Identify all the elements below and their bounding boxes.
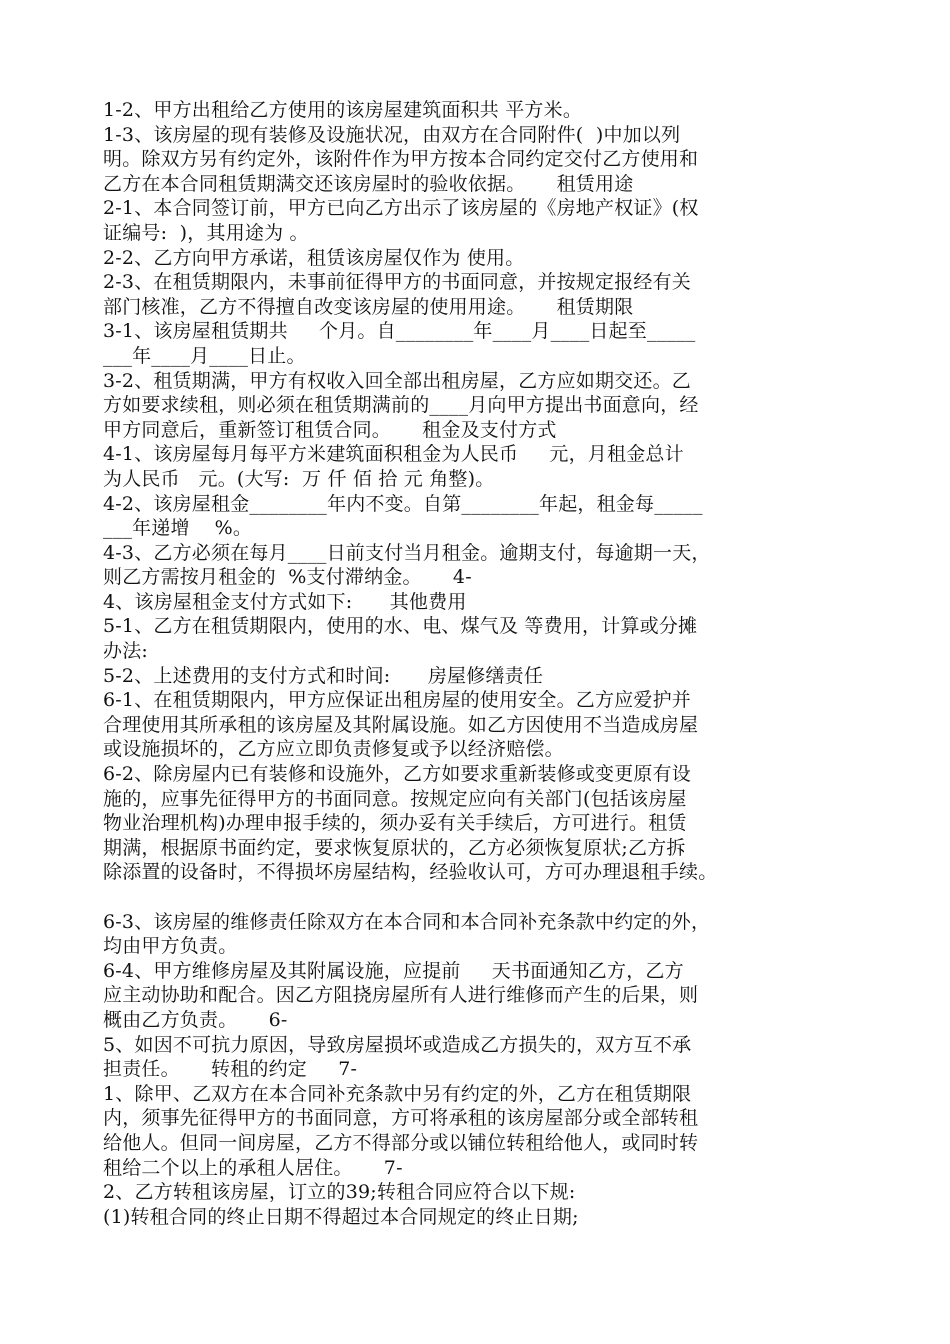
text-line: 5-2、上述费用的支付方式和时间: 房屋修缮责任 [103, 664, 544, 687]
text-line: 5-1、乙方在租赁期限内，使用的水、电、煤气及 等费用，计算或分摊 [103, 615, 698, 638]
text-line: 租给二个以上的承租人居住。 7- [103, 1156, 403, 1179]
text-line: 6-1、在租赁期限内，甲方应保证出租房屋的使用安全。乙方应爱护并 [103, 689, 691, 712]
text-line: 甲方同意后，重新签订租赁合同。 租金及支付方式 [103, 418, 557, 441]
text-line: 应主动协助和配合。因乙方阻挠房屋所有人进行维修而产生的后果，则 [103, 984, 699, 1007]
text-line: 6-3、该房屋的维修责任除双方在本合同和本合同补充条款中约定的外， [103, 910, 711, 933]
text-line: 1-2、甲方出租给乙方使用的该房屋建筑面积共 平方米。 [103, 99, 583, 121]
text-line: (1)转租合同的终止日期不得超过本合同规定的终止日期; [103, 1205, 579, 1228]
text-line: 则乙方需按月租金的 %支付滞纳金。 4- [103, 566, 472, 589]
text-line: 4、该房屋租金支付方式如下: 其他费用 [103, 590, 467, 613]
text-line: 2、乙方转租该房屋，订立的39;转租合同应符合以下规: [103, 1181, 576, 1204]
text-line: 1-3、该房屋的现有装修及设施状况，由双方在合同附件( )中加以列 [103, 123, 681, 146]
text-line: 6-4、甲方维修房屋及其附属设施，应提前 天书面通知乙方，乙方 [103, 959, 684, 982]
text-line: 2-1、本合同签订前，甲方已向乙方出示了该房屋的《房地产权证》(权 [103, 197, 699, 220]
text-line: 施的，应事先征得甲方的书面同意。按规定应向有关部门(包括该房屋 [103, 787, 687, 810]
text-line: 内，须事先征得甲方的书面同意，方可将承租的该房屋部分或全部转租 [103, 1107, 699, 1130]
contract-page [103, 98, 851, 1229]
text-line: 4-2、该房屋租金________年内不变。自第________年起，租金每_____ [103, 492, 703, 515]
text-line: 证编号: )，其用途为 。 [103, 221, 309, 244]
text-line: 给他人。但同一间房屋，乙方不得部分或以铺位转租给他人，或同时转 [103, 1131, 699, 1154]
text-line: 办法: [103, 640, 149, 663]
text-line: 乙方在本合同租赁期满交还该房屋时的验收依据。 租赁用途 [103, 172, 634, 195]
text-line: 5、如因不可抗力原因，导致房屋损坏或造成乙方损失的，双方互不承 [103, 1033, 692, 1056]
text-line: 或设施损坏的，乙方应立即负责修复或予以经济赔偿。 [103, 738, 564, 761]
text-line: 2-3、在租赁期限内，未事前征得甲方的书面同意，并按规定报经有关 [103, 271, 691, 294]
text-line: 4-1、该房屋每月每平方米建筑面积租金为人民币 元，月租金总计 [103, 443, 684, 466]
text-line: 合理使用其所承租的该房屋及其附属设施。如乙方因使用不当造成房屋 [103, 713, 699, 736]
text-line: 6-2、除房屋内已有装修和设施外，乙方如要求重新装修或变更原有设 [103, 763, 691, 786]
text-line: 除添置的设备时，不得损坏房屋结构，经验收认可，方可办理退租手续。 [103, 861, 718, 884]
text-line: 概由乙方负责。 6- [103, 1008, 288, 1031]
text-line: 2-2、乙方向甲方承诺，租赁该房屋仅作为 使用。 [103, 246, 525, 269]
text-line: 期满，根据原书面约定，要求恢复原状的，乙方必须恢复原状;乙方拆 [103, 836, 686, 859]
text-line: 担责任。 转租的约定 7- [103, 1058, 358, 1081]
text-line: 均由甲方负责。 [103, 935, 238, 958]
text-line: 部门核准，乙方不得擅自改变该房屋的使用用途。 租赁期限 [103, 295, 634, 318]
text-line: 1、除甲、乙双方在本合同补充条款中另有约定的外，乙方在租赁期限 [103, 1082, 692, 1105]
text-line: 物业治理机构)办理申报手续的，须办妥有关手续后，方可进行。租赁 [103, 812, 687, 835]
text-line: 为人民币 元。(大写: 万 仟 佰 拾 元 角整)。 [103, 467, 495, 490]
text-line: 方如要求续租，则必须在租赁期满前的____月向甲方提出书面意向，经 [103, 394, 699, 417]
paragraph-gap [103, 885, 851, 910]
text-line: 3-2、租赁期满，甲方有权收入回全部出租房屋，乙方应如期交还。乙 [103, 369, 691, 392]
text-line: 明。除双方另有约定外，该附件作为甲方按本合同约定交付乙方使用和 [103, 148, 699, 171]
text-line: ___年递增 %。 [103, 517, 253, 540]
text-line: 3-1、该房屋租赁期共 个月。自________年____月____日起至_____ [103, 320, 696, 343]
text-line: ___年____月____日止。 [103, 344, 306, 367]
text-line: 4-3、乙方必须在每月____日前支付当月租金。逾期支付，每逾期一天， [103, 541, 711, 564]
